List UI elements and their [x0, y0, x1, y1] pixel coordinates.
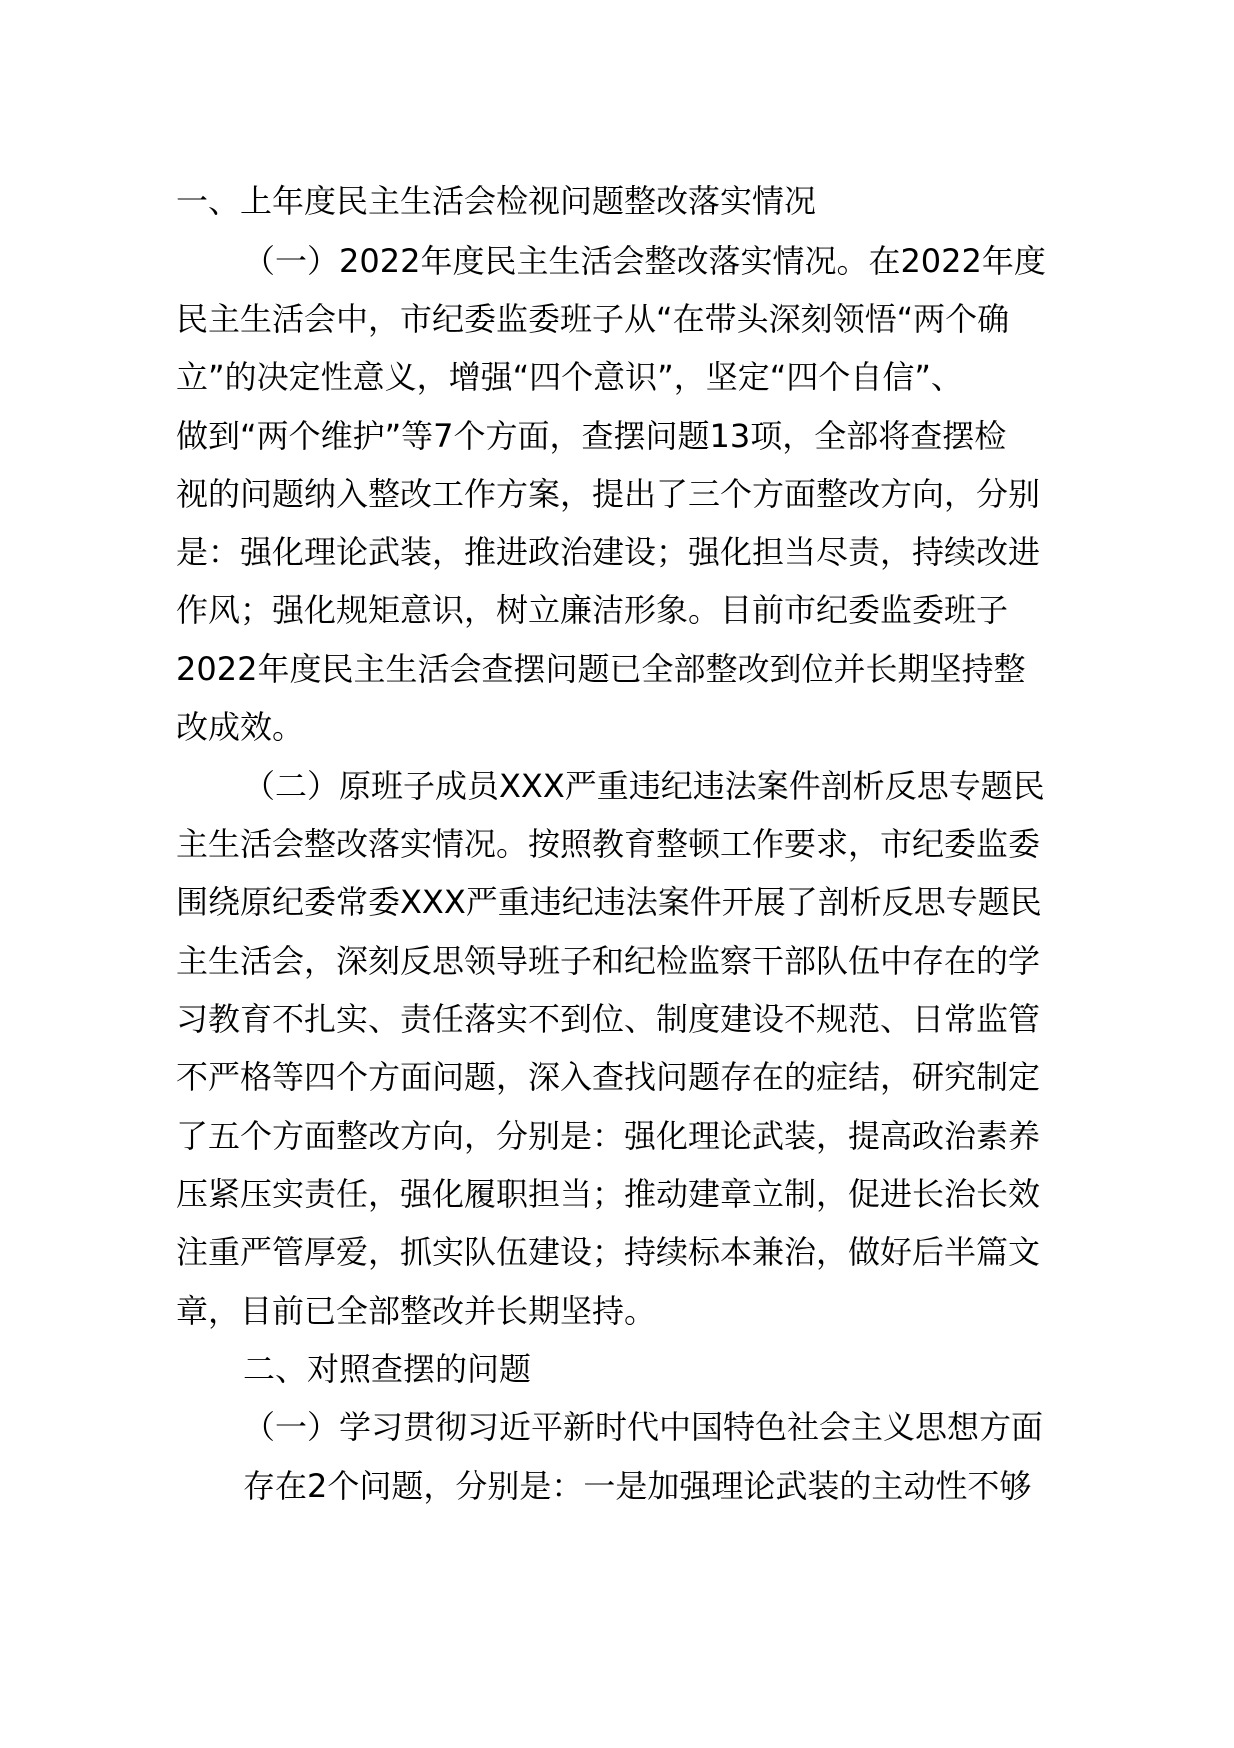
paragraph-line: 章，目前已全部整改并长期坚持。 [176, 1292, 657, 1330]
paragraph-line: 注重严管厚爱，抓实队伍建设；持续标本兼治，做好后半篇文 [176, 1233, 1041, 1271]
paragraph-line: 了五个方面整改方向，分别是：强化理论武装，提高政治素养 [176, 1117, 1041, 1155]
paragraph-line: （二）原班子成员XXX严重违纪违法案件剖析反思专题民 [243, 767, 1045, 805]
paragraph-line: 作风；强化规矩意识，树立廉洁形象。目前市纪委监委班子 [176, 591, 1009, 629]
paragraph-line: 存在2个问题，分别是：一是加强理论武装的主动性不够 [243, 1467, 1032, 1505]
paragraph-line: 做到“两个维护”等7个方面，查摆问题13项，全部将查摆检 [176, 417, 1007, 455]
paragraph-line: 2022年度民主生活会查摆问题已全部整改到位并长期坚持整 [176, 650, 1026, 688]
section-heading-1: 一、上年度民主生活会检视问题整改落实情况 [176, 182, 817, 220]
paragraph-line: 习教育不扎实、责任落实不到位、制度建设不规范、日常监管 [176, 1000, 1041, 1038]
paragraph-line: 立”的决定性意义，增强“四个意识”，坚定“四个自信”、 [176, 358, 963, 396]
paragraph-line: 压紧压实责任，强化履职担当；推动建章立制，促进长治长效 [176, 1175, 1041, 1213]
paragraph-line: 民主生活会中，市纪委监委班子从“在带头深刻领悟“两个确 [176, 300, 1010, 338]
paragraph-line: （一）2022年度民主生活会整改落实情况。在2022年度 [243, 242, 1046, 280]
paragraph-line: 主生活会整改落实情况。按照教育整顿工作要求，市纪委监委 [176, 825, 1041, 863]
section-heading-2: 二、对照查摆的问题 [243, 1350, 532, 1388]
paragraph-line: 不严格等四个方面问题，深入查找问题存在的症结，研究制定 [176, 1058, 1041, 1096]
paragraph-line: 改成效。 [176, 708, 305, 746]
paragraph-line: 视的问题纳入整改工作方案，提出了三个方面整改方向，分别 [176, 475, 1041, 513]
paragraph-line: 主生活会，深刻反思领导班子和纪检监察干部队伍中存在的学 [176, 942, 1041, 980]
paragraph-line: 围绕原纪委常委XXX严重违纪违法案件开展了剖析反思专题民 [176, 883, 1042, 921]
subheading-line: （一）学习贯彻习近平新时代中国特色社会主义思想方面 [243, 1408, 1044, 1446]
paragraph-line: 是：强化理论武装，推进政治建设；强化担当尽责，持续改进 [176, 533, 1041, 571]
